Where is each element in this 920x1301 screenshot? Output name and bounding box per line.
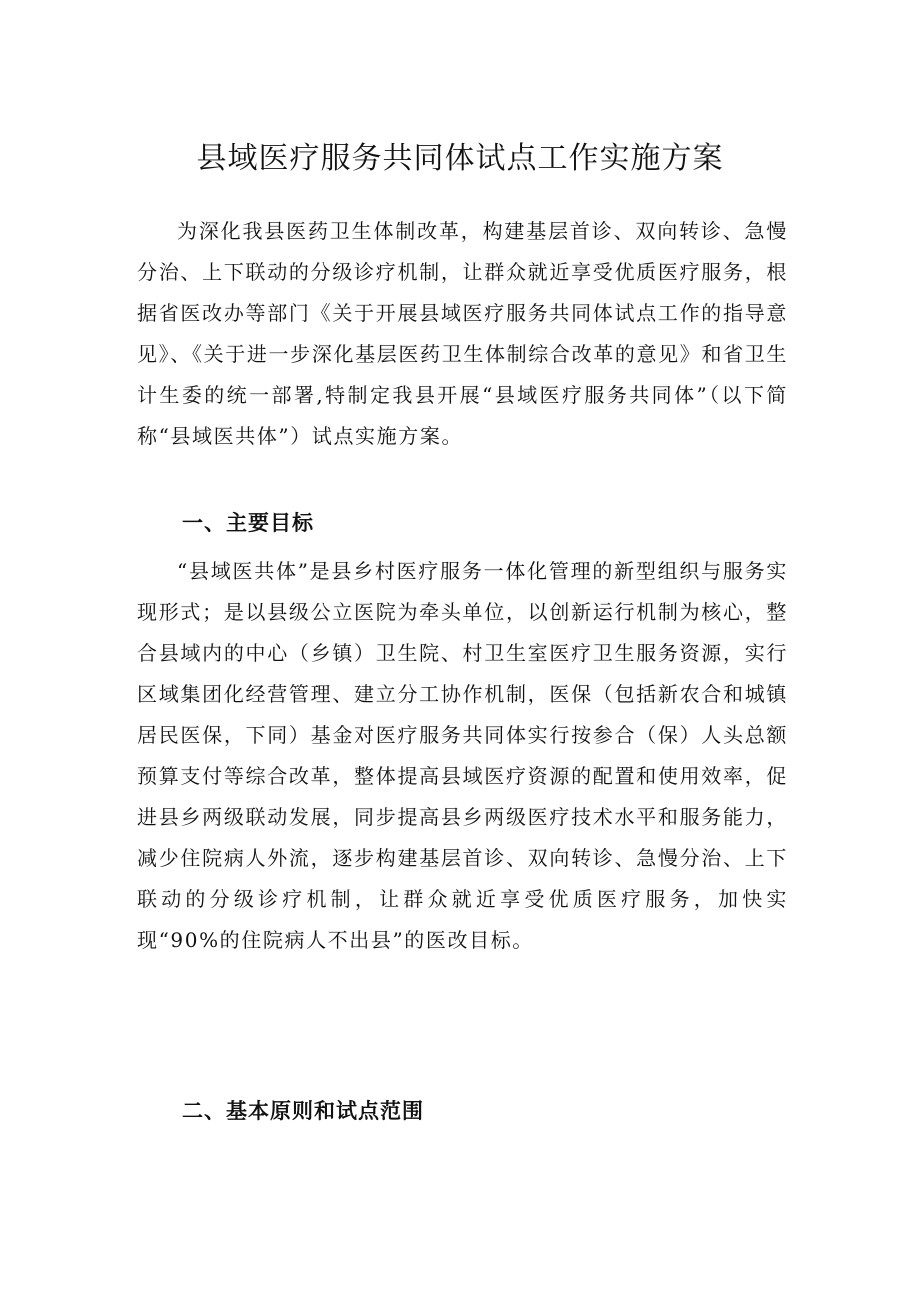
section-heading-principles-scope: 二、基本原则和试点范围 [182,1099,424,1123]
section-body-main-goals: “县域医共体”是县乡村医疗服务一体化管理的新型组织与服务实现形式；是以县级公立医院为牵头单位，以创新运行机制为核心，整合县域内的中心（乡镇）卫生院、村卫生室医疗卫生服务资源，实行区域集团化经营管理、建立分工协作机制，医保（包括新农合和城镇居民医保，下同）基金对医疗服务共同体实行按参合（保）人头总额预算支付等综合改革，整体提高县域医疗资源的配置和使用效率，促进县乡两级联动发展，同步提高县乡两级医疗技术水平和服务能力，减少住院病人外流，逐步构建基层首诊、双向转诊、急慢分治、上下联动的分级诊疗机制，让群众就近享受优质医疗服务，加快实现“90%的住院病人不出县”的医改目标。 [137,559,788,952]
document-title: 县域医疗服务共同体试点工作实施方案 [196,141,724,176]
section-heading-main-goals: 一、主要目标 [182,511,314,535]
intro-paragraph: 为深化我县医药卫生体制改革，构建基层首诊、双向转诊、急慢分治、上下联动的分级诊疗机制，让群众就近享受优质医疗服务，根据省医改办等部门《关于开展县域医疗服务共同体试点工作的指导意见》、《关于进一步深化基层医药卫生体制综合改革的意见》和省卫生计生委的统一部署,特制定我县开展“县域医疗服务共同体”（以下简称“县域医共体”）试点实施方案。 [137,219,788,448]
